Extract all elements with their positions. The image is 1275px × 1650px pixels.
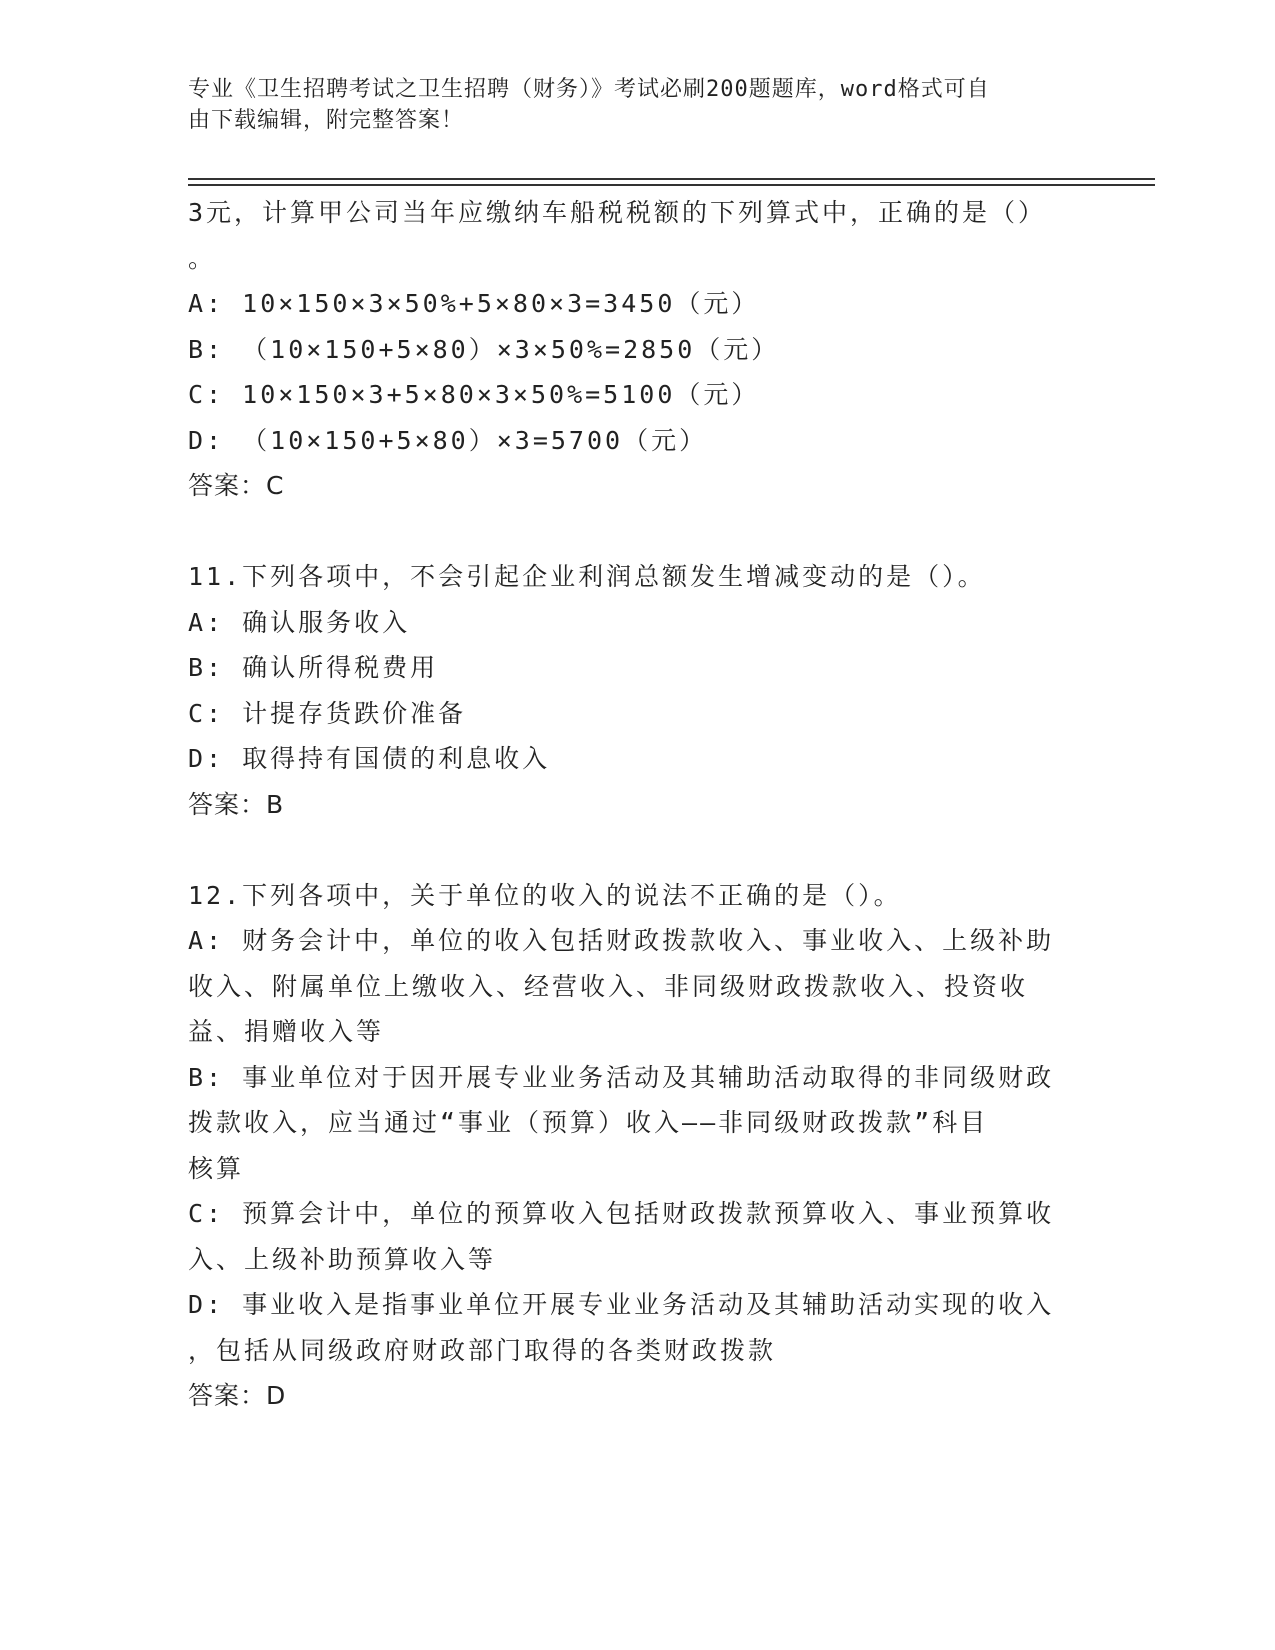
question-11-option-c: C: 计提存货跌价准备 — [188, 698, 467, 728]
question-10-continued — [188, 190, 1088, 509]
question-10-option-a: A: 10×150×3×50%+5×80×3=3450（元） — [188, 289, 760, 318]
question-10-stem-line-2: 。 — [188, 243, 217, 273]
question-10-option-b: B: （10×150+5×80）×3×50%=2850（元） — [188, 334, 780, 364]
header-line-2: 由下载编辑，附完整答案！ — [188, 108, 465, 133]
document-body — [188, 190, 1088, 1419]
question-11-stem: 11.下列各项中，不会引起企业利润总额发生增减变动的是（）。 — [188, 562, 986, 591]
question-12-answer: 答案：D — [188, 1381, 287, 1410]
question-10-option-d: D: （10×150+5×80）×3=5700（元） — [188, 425, 708, 455]
question-12-option-d-line-1: D: 事业收入是指事业单位开展专业业务活动及其辅助活动实现的收入 — [188, 1290, 1055, 1319]
question-12 — [188, 873, 1088, 1419]
question-11-option-d: D: 取得持有国债的利息收入 — [188, 744, 551, 773]
header-divider-bottom — [188, 184, 1155, 186]
header-divider-top — [188, 178, 1155, 180]
question-11 — [188, 554, 1088, 827]
question-10-answer: 答案：C — [188, 471, 285, 500]
question-12-stem: 12.下列各项中，关于单位的收入的说法不正确的是（）。 — [188, 880, 902, 910]
document-header — [188, 74, 1068, 136]
question-12-option-b-line-3: 核算 — [188, 1153, 245, 1183]
question-11-option-a: A: 确认服务收入 — [188, 607, 411, 637]
header-line-1: 专业《卫生招聘考试之卫生招聘（财务）》考试必刷200题题库，word格式可自 — [188, 77, 990, 102]
question-11-option-b: B: 确认所得税费用 — [188, 653, 439, 682]
question-12-option-a-line-2: 收入、附属单位上缴收入、经营收入、非同级财政拨款收入、投资收 — [188, 971, 1029, 1001]
spacer — [188, 509, 1088, 555]
question-11-answer: 答案：B — [188, 789, 285, 819]
question-12-option-d-line-2: ，包括从同级政府财政部门取得的各类财政拨款 — [188, 1335, 777, 1365]
question-10-stem-line-1: 3元，计算甲公司当年应缴纳车船税税额的下列算式中，正确的是（） — [188, 198, 1047, 227]
question-12-option-c-line-2: 入、上级补助预算收入等 — [188, 1244, 497, 1274]
question-12-option-b-line-2: 拨款收入，应当通过“事业（预算）收入——非同级财政拨款”科目 — [188, 1108, 989, 1137]
spacer — [188, 827, 1088, 873]
question-12-option-b-line-1: B: 事业单位对于因开展专业业务活动及其辅助活动取得的非同级财政 — [188, 1062, 1055, 1092]
question-12-option-a-line-1: A: 财务会计中，单位的收入包括财政拨款收入、事业收入、上级补助 — [188, 926, 1055, 955]
question-12-option-c-line-1: C: 预算会计中，单位的预算收入包括财政拨款预算收入、事业预算收 — [188, 1199, 1055, 1228]
question-12-option-a-line-3: 益、捐赠收入等 — [188, 1017, 385, 1046]
question-10-option-c: C: 10×150×3+5×80×3×50%=5100（元） — [188, 380, 760, 409]
